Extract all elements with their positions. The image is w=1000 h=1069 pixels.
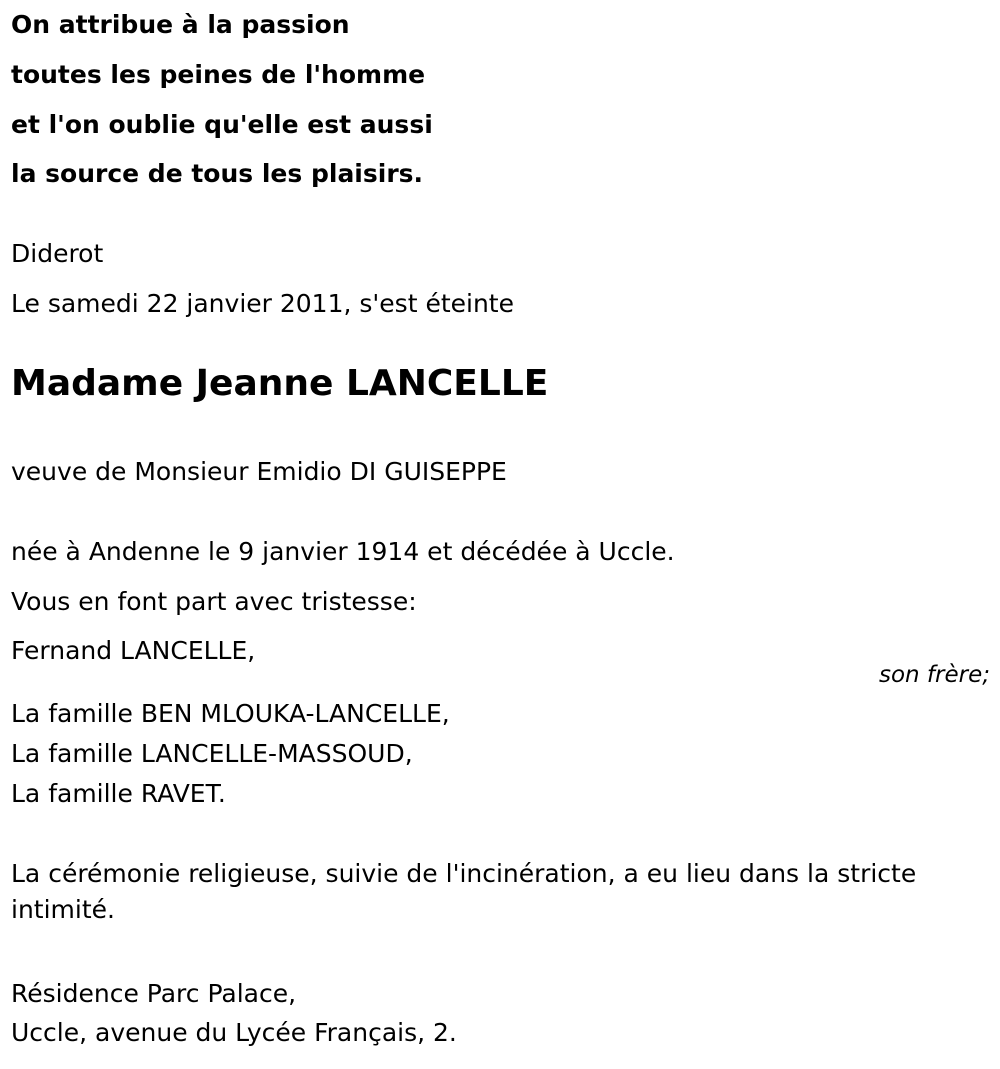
mourner-item: La famille BEN MLOUKA-LANCELLE, [11,699,450,728]
quote-line-3: et l'on oublie qu'elle est aussi [11,110,433,139]
death-announcement: Le samedi 22 janvier 2011, s'est éteinte [11,289,514,318]
mourners-intro: Vous en font part avec tristesse: [11,587,417,616]
mourner-item: Fernand LANCELLE, [11,636,256,665]
quote-line-4: la source de tous les plaisirs. [11,159,424,188]
quote-line-1: On attribue à la passion [11,10,350,39]
quote-line-2: toutes les peines de l'homme [11,60,426,89]
address-line-1: Résidence Parc Palace, [11,979,297,1008]
birth-death-info: née à Andenne le 9 janvier 1914 et décédée à Uccle. [11,537,675,566]
mourner-relation: son frère; [878,662,990,688]
quote-author: Diderot [11,239,104,268]
widow-of: veuve de Monsieur Emidio DI GUISEPPE [11,457,507,486]
mourner-item: La famille LANCELLE-MASSOUD, [11,739,413,768]
mourner-item: La famille RAVET. [11,779,226,808]
deceased-name: Madame Jeanne LANCELLE [11,363,549,404]
ceremony-info: La cérémonie religieuse, suivie de l'incinération, a eu lieu dans la stricte intimité. [11,859,917,924]
address-line-2: Uccle, avenue du Lycée Français, 2. [11,1018,457,1047]
